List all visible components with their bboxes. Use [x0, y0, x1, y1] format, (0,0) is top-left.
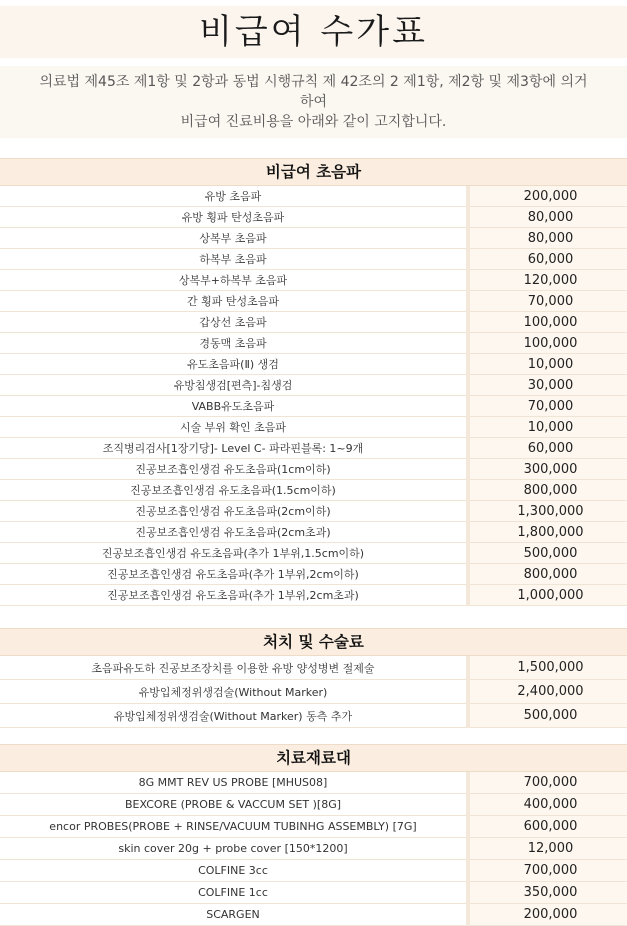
item-price: 500,000 [468, 704, 627, 728]
item-price: 30,000 [468, 375, 627, 396]
section-procedures [0, 628, 627, 728]
table-row [0, 838, 627, 860]
item-name: VABB유도초음파 [0, 396, 468, 417]
intro-line: 의료법 제45조 제1항 및 2항과 동법 시행규칙 제 42조의 2 제1항, 제2항 및 제3항에 의거 [39, 74, 588, 90]
section-heading: 비급여 초음파 [0, 158, 627, 186]
item-price: 12,000 [468, 838, 627, 860]
item-price: 70,000 [468, 291, 627, 312]
table-row [0, 480, 627, 501]
item-name: 진공보조흡인생검 유도초음파(2cm초과) [0, 522, 468, 543]
page-title: 비급여 수가표 [199, 12, 428, 52]
table-row [0, 207, 627, 228]
table-row [0, 882, 627, 904]
price-table [0, 772, 627, 926]
item-name: 진공보조흡인생검 유도초음파(추가 1부위,2cm초과) [0, 585, 468, 606]
item-price: 400,000 [468, 794, 627, 816]
item-name: encor PROBES(PROBE + RINSE/VACUUM TUBINHG ASSEMBLY) [7G] [0, 816, 468, 838]
table-row [0, 375, 627, 396]
item-price: 100,000 [468, 312, 627, 333]
item-price: 700,000 [468, 860, 627, 882]
item-price: 60,000 [468, 249, 627, 270]
item-name: 유방 초음파 [0, 186, 468, 207]
table-row [0, 501, 627, 522]
item-name: 유방입체정위생검술(Without Marker) 동측 추가 [0, 704, 468, 728]
table-row [0, 417, 627, 438]
section-ultrasound [0, 158, 627, 606]
item-name: 진공보조흡인생검 유도초음파(추가 1부위,1.5cm이하) [0, 543, 468, 564]
item-name: 간 횡파 탄성초음파 [0, 291, 468, 312]
item-name: 8G MMT REV US PROBE [MHUS08] [0, 772, 468, 794]
table-row [0, 772, 627, 794]
item-price: 700,000 [468, 772, 627, 794]
table-row [0, 291, 627, 312]
item-name: 유방침생검[편측]-침생검 [0, 375, 468, 396]
item-name: BEXCORE (PROBE & VACCUM SET )[8G] [0, 794, 468, 816]
item-price: 60,000 [468, 438, 627, 459]
item-name: 경동맥 초음파 [0, 333, 468, 354]
item-price: 80,000 [468, 228, 627, 249]
item-name: SCARGEN [0, 904, 468, 926]
table-row [0, 794, 627, 816]
item-price: 500,000 [468, 543, 627, 564]
item-price: 1,800,000 [468, 522, 627, 543]
item-price: 2,400,000 [468, 680, 627, 704]
table-row [0, 354, 627, 375]
table-row [0, 816, 627, 838]
table-row [0, 656, 627, 680]
table-row [0, 564, 627, 585]
item-price: 1,500,000 [468, 656, 627, 680]
section-materials [0, 744, 627, 926]
item-price: 200,000 [468, 186, 627, 207]
item-name: 상복부 초음파 [0, 228, 468, 249]
table-row [0, 438, 627, 459]
item-price: 800,000 [468, 564, 627, 585]
table-row [0, 228, 627, 249]
item-price: 1,000,000 [468, 585, 627, 606]
table-row [0, 543, 627, 564]
item-name: 초음파유도하 진공보조장치를 이용한 유방 양성병변 절제술 [0, 656, 468, 680]
table-row [0, 396, 627, 417]
item-name: skin cover 20g + probe cover [150*1200] [0, 838, 468, 860]
item-name: 유방입체정위생검술(Without Marker) [0, 680, 468, 704]
table-row [0, 333, 627, 354]
item-price: 80,000 [468, 207, 627, 228]
table-row [0, 680, 627, 704]
price-table [0, 186, 627, 606]
item-name: 유방 횡파 탄성초음파 [0, 207, 468, 228]
item-name: 진공보조흡인생검 유도초음파(2cm이하) [0, 501, 468, 522]
item-name: 조직병리검사[1장기당]- Level C- 파라핀블록: 1~9개 [0, 438, 468, 459]
item-name: 유도초음파(Ⅱ) 생검 [0, 354, 468, 375]
item-name: 상복부+하복부 초음파 [0, 270, 468, 291]
item-price: 600,000 [468, 816, 627, 838]
item-name: 진공보조흡인생검 유도초음파(1cm이하) [0, 459, 468, 480]
item-price: 100,000 [468, 333, 627, 354]
table-row [0, 459, 627, 480]
table-row [0, 904, 627, 926]
item-price: 800,000 [468, 480, 627, 501]
item-price: 120,000 [468, 270, 627, 291]
section-heading: 처치 및 수술료 [0, 628, 627, 656]
intro-line: 비급여 진료비용을 아래와 같이 고지합니다. [180, 114, 447, 130]
item-name: 진공보조흡인생검 유도초음파(1.5cm이하) [0, 480, 468, 501]
item-name: 시술 부위 확인 초음파 [0, 417, 468, 438]
table-row [0, 249, 627, 270]
price-table [0, 656, 627, 728]
title-bar [0, 6, 627, 58]
intro-line: 하여 [299, 94, 328, 110]
intro-notice [0, 66, 627, 138]
item-name: COLFINE 3cc [0, 860, 468, 882]
table-row [0, 270, 627, 291]
table-row [0, 704, 627, 728]
item-price: 350,000 [468, 882, 627, 904]
item-price: 70,000 [468, 396, 627, 417]
item-price: 200,000 [468, 904, 627, 926]
section-heading: 치료재료대 [0, 744, 627, 772]
table-row [0, 186, 627, 207]
item-name: 하복부 초음파 [0, 249, 468, 270]
item-price: 300,000 [468, 459, 627, 480]
table-row [0, 312, 627, 333]
table-row [0, 860, 627, 882]
item-name: COLFINE 1cc [0, 882, 468, 904]
item-price: 10,000 [468, 354, 627, 375]
item-price: 1,300,000 [468, 501, 627, 522]
item-name: 갑상선 초음파 [0, 312, 468, 333]
table-row [0, 522, 627, 543]
item-price: 10,000 [468, 417, 627, 438]
item-name: 진공보조흡인생검 유도초음파(추가 1부위,2cm이하) [0, 564, 468, 585]
table-row [0, 585, 627, 606]
